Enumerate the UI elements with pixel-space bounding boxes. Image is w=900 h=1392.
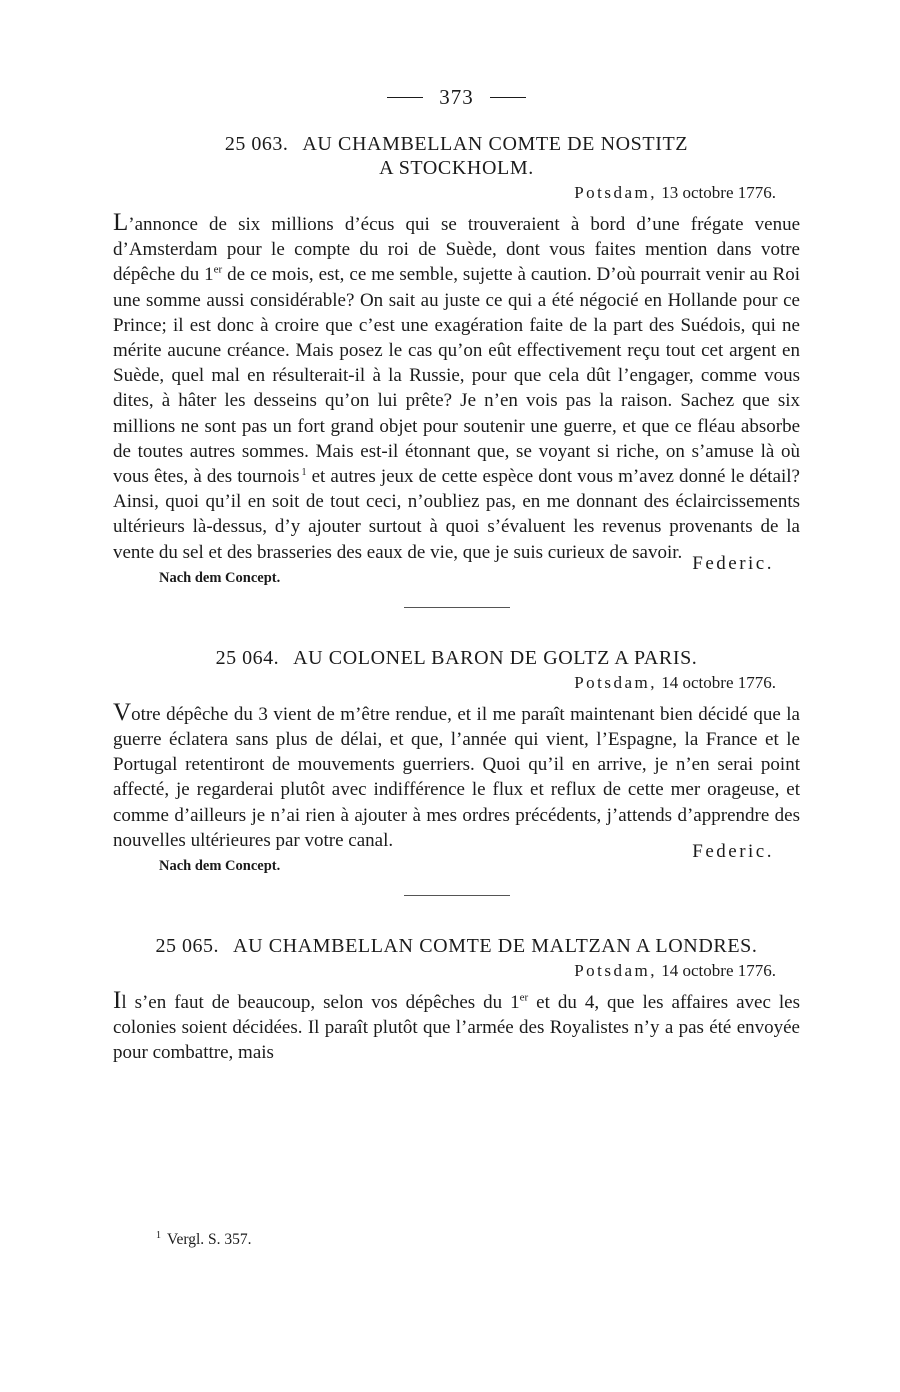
drop-capital: I bbox=[113, 987, 122, 1015]
letter-heading bbox=[113, 934, 800, 958]
footnote-reference[interactable]: 1 bbox=[301, 466, 307, 478]
date-place: Potsdam, bbox=[574, 183, 658, 202]
letter-body bbox=[113, 210, 800, 565]
letter-dateline bbox=[113, 182, 800, 204]
letter-addressee-location: A STOCKHOLM. bbox=[379, 157, 534, 179]
letter-dateline bbox=[113, 672, 800, 694]
header-dash-left bbox=[387, 97, 423, 98]
body-segment: de ce mois, est, ce me semble, sujette à caution. D’où pourrait venir au Roi une somme aussi considérable? On sait au juste ce qui a été négocié en Hollande pour ce Prince; il est donc à croire que c’est une exagération faite de la part des Suédois, qui ne mérite aucune créance. Mais posez le cas qu’on eût effectivement reçu tout cet argent en Suède, quel mal en résulterait-il à la Russie, pour que cela dût l’engager, comme vous dites, à hâter les desseins qu’on lui prête? Je n’en vois pas la raison. Sachez que six millions ne sont pas un fort grand objet pour soutenir une guerre, et que ce fléau absorbe de toutes autres sommes. Mais est-il étonnant que, se voyant si riche, on s’amuse là où vous êtes, à des tournois bbox=[113, 264, 801, 488]
letter-25065 bbox=[113, 934, 800, 1066]
section-divider bbox=[404, 895, 510, 896]
signature: Federic. bbox=[692, 841, 774, 863]
letter-addressee: AU COLONEL BARON DE GOLTZ A PARIS. bbox=[293, 646, 698, 669]
letter-number: 25 065. bbox=[155, 935, 220, 958]
superscript: er bbox=[519, 991, 529, 1004]
date-place: Potsdam, bbox=[574, 672, 658, 692]
signature: Federic. bbox=[692, 552, 774, 574]
drop-capital: L bbox=[113, 209, 129, 236]
letter-number: 25 063. bbox=[224, 133, 289, 155]
footnote bbox=[156, 1230, 252, 1249]
page-number: 373 bbox=[439, 84, 474, 109]
section-divider bbox=[404, 607, 510, 608]
footnote-text: Vergl. S. 357. bbox=[167, 1231, 252, 1249]
body-segment: ’annonce de six millions d’écus qui se trouveraient à bord d’une frégate venue d’Amsterdam pour le compte du roi de Suède, dont vous faites mention dans votre dépêche du 1 bbox=[113, 214, 800, 286]
drop-capital: V bbox=[113, 698, 132, 726]
date-text: 14 octobre 1776. bbox=[661, 961, 776, 981]
body-segment: otre dépêche du 3 vient de m’être rendue, et il me paraît maintenant bien décidé que la guerre éclatera sans plus de délai, et que, l’année qui vient, l’Espagne, la France et le Portugal retentiront de mouvements guerriers. Quoi qu’il en arrive, je n’en serai point affecté, je regarderai plutôt avec indifférence le flux et reflux de cette mer orageuse, et comme d’ailleurs je n’ai rien à ajouter à mes ordres précédents, j’attends d’apprendre des nouvelles ultérieures par votre canal. bbox=[113, 703, 800, 851]
source-note: Nach dem Concept. bbox=[159, 569, 281, 586]
date-text: 14 octobre 1776. bbox=[661, 672, 776, 692]
date-text: 13 octobre 1776. bbox=[661, 183, 776, 202]
letter-dateline bbox=[113, 960, 800, 982]
letter-25063 bbox=[113, 132, 800, 608]
date-place: Potsdam, bbox=[574, 961, 658, 981]
letter-heading bbox=[113, 646, 800, 670]
letter-addressee: AU CHAMBELLAN COMTE DE NOSTITZ bbox=[302, 133, 689, 155]
book-page bbox=[113, 82, 800, 1066]
letter-heading bbox=[113, 132, 800, 156]
page-header bbox=[113, 82, 800, 112]
letter-25064 bbox=[113, 646, 800, 896]
footnote-mark: 1 bbox=[156, 1230, 161, 1241]
letter-number: 25 064. bbox=[215, 646, 280, 669]
header-dash-right bbox=[490, 97, 526, 98]
source-note: Nach dem Concept. bbox=[159, 858, 281, 875]
letter-body bbox=[113, 700, 800, 853]
letter-body bbox=[113, 988, 800, 1066]
body-segment: et du 4, que les affaires avec les colonies soient décidées. Il paraît plutôt que l’armée des Royalistes n’y a pas été envoyée pour combattre, mais bbox=[113, 992, 800, 1064]
body-segment: et autres jeux de cette espèce dont vous m’avez donné le détail? Ainsi, quoi qu’il en soit de tout ceci, n’oubliez pas, en me donnant des éclaircissements ultérieurs là-dessus, d’y ajouter surtout à quoi s’évaluent les revenus provenants de la vente du sel et des brasseries des eaux de vie, que je suis curieux de savoir. bbox=[113, 466, 800, 563]
superscript: er bbox=[213, 264, 223, 277]
body-segment: l s’en faut de beaucoup, selon vos dépêches du 1 bbox=[121, 992, 520, 1014]
letter-addressee: AU CHAMBELLAN COMTE DE MALTZAN A LONDRES. bbox=[233, 935, 758, 958]
